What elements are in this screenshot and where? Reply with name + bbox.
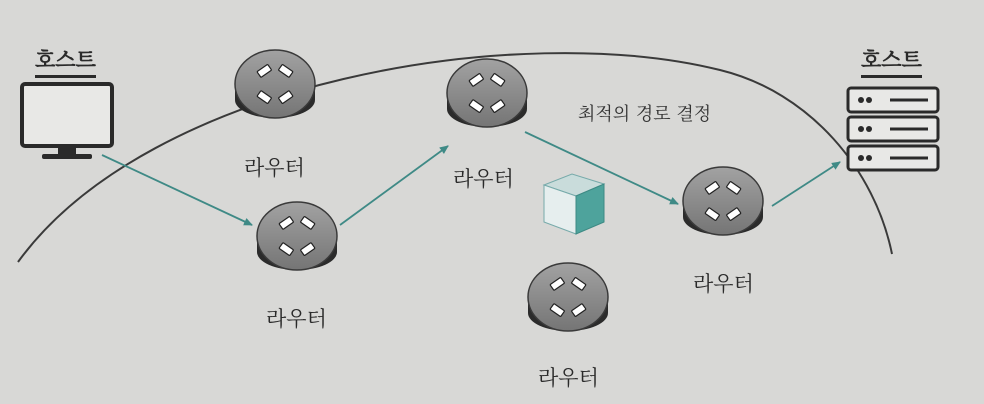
packet-icon bbox=[544, 174, 604, 234]
router-icon bbox=[683, 167, 763, 235]
monitor-icon bbox=[22, 84, 112, 159]
router-icon bbox=[235, 50, 315, 118]
server-icon bbox=[848, 88, 938, 170]
router-icon bbox=[447, 59, 527, 127]
router-label: 라우터 bbox=[244, 156, 305, 180]
router-icon bbox=[257, 202, 337, 270]
arrow-r2-to-r3 bbox=[340, 146, 448, 225]
router-label: 라우터 bbox=[538, 366, 599, 390]
host-label-left: 호스트 bbox=[35, 44, 96, 78]
router-label: 라우터 bbox=[453, 167, 514, 191]
arrow-r4-to-host bbox=[772, 162, 840, 206]
router-icon bbox=[528, 263, 608, 331]
router-label: 라우터 bbox=[266, 307, 327, 331]
router-label: 라우터 bbox=[693, 272, 754, 296]
host-label-right: 호스트 bbox=[861, 44, 922, 78]
arrow-host-to-r2 bbox=[102, 155, 252, 225]
path-caption: 최적의 경로 결정 bbox=[574, 100, 715, 126]
